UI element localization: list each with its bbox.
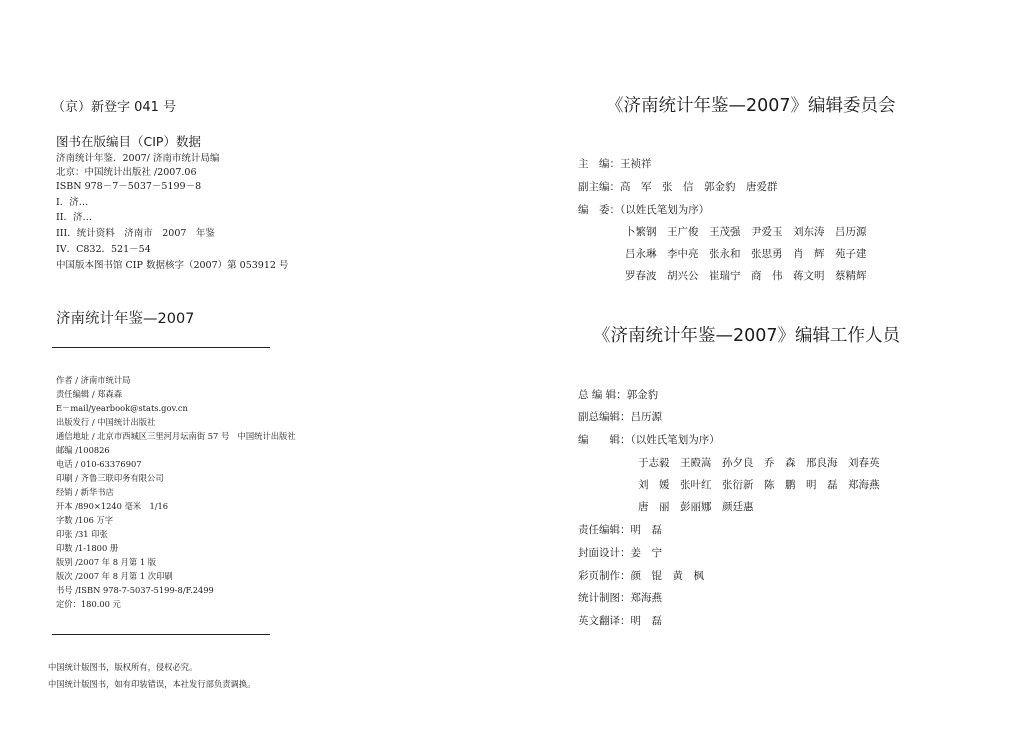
person-names: 高 军 张 信 郭金豹 唐爱群 [620, 181, 778, 193]
role-label: 主 编： [578, 158, 620, 170]
printing-error-notice: 中国统计版图书，如有印装错误，本社发行部负责调换。 [48, 679, 256, 689]
ordering-note: （以姓氏笔划为序） [630, 434, 720, 446]
person-name: 王祯祥 [620, 158, 652, 170]
role-label: 总 编 辑： [578, 389, 627, 401]
publication-info-line: 电话 / 010-63376907 [56, 459, 142, 469]
cip-line: III．统计资料 济南市 2007 年鉴 [56, 228, 215, 239]
person-names: 颜 锟 黄 枫 [630, 570, 704, 582]
person-name: 郭金豹 [626, 389, 659, 401]
role-label: 彩页制作： [578, 570, 631, 582]
book-title: 济南统计年鉴—2007 [56, 311, 195, 327]
cip-line: 济南统计年鉴．2007/ 济南市统计局编 [56, 153, 220, 164]
publication-info-line: 印数 /1-1800 册 [56, 543, 119, 553]
responsible-editor-row [578, 522, 662, 537]
cip-line: 北京：中国统计出版社 /2007.06 [56, 167, 197, 178]
cip-line: ISBN 978－7－5037－5199－8 [56, 181, 202, 192]
publication-info-line: E－mail/yearbook@stats.gov.cn [56, 403, 188, 413]
role-label: 编 委： [578, 204, 620, 216]
publication-info-line: 版别 /2007 年 8 月第 1 版 [56, 557, 157, 567]
person-name: 吕历源 [630, 411, 662, 423]
publication-info-line: 责任编辑 / 郑森森 [56, 389, 123, 399]
price-line: 定价：180.00 元 [56, 599, 121, 609]
deputy-editor-in-chief-row [578, 409, 662, 424]
member-names-row: 卜繁钢 王广俊 王茂强 尹爱玉 刘东涛 吕历源 [625, 226, 867, 238]
committee-heading: 《济南统计年鉴—2007》编辑委员会 [606, 96, 896, 116]
editor-in-chief-row [578, 387, 658, 402]
editor-names-row: 于志毅 王殿嵩 孙夕良 乔 森 邢良海 刘春英 [638, 457, 880, 469]
staff-heading: 《济南统计年鉴—2007》编辑工作人员 [593, 326, 901, 346]
divider-rule [52, 347, 270, 348]
chief-editor-row [578, 156, 652, 171]
committee-members-row [578, 202, 709, 217]
publication-info-line: 通信地址 / 北京市西城区三里河月坛南街 57 号 中国统计出版社 [56, 431, 296, 441]
publication-info-line: 印刷 / 齐鲁三联印务有限公司 [56, 473, 164, 483]
publication-info-line: 作者 / 济南市统计局 [56, 375, 131, 385]
cip-line: 中国版本图书馆 CIP 数据核字（2007）第 053912 号 [56, 260, 289, 271]
role-label: 副总编辑： [578, 411, 631, 423]
role-label: 责任编辑： [578, 524, 631, 536]
chart-making-row [578, 590, 662, 605]
publication-info-line: 邮编 /100826 [56, 445, 110, 455]
role-label: 编 辑： [578, 434, 631, 446]
role-label: 封面设计： [578, 547, 631, 559]
publication-info-line: 印张 /31 印张 [56, 529, 108, 539]
deputy-editor-row [578, 179, 778, 194]
publication-info-line: 版次 /2007 年 8 月第 1 次印刷 [56, 571, 173, 581]
person-name: 郑海燕 [630, 592, 662, 604]
publication-info-line: 字数 /106 万字 [56, 515, 114, 525]
role-label: 副主编： [578, 181, 620, 193]
editors-row [578, 432, 720, 447]
cip-line: IV．C832．521－54 [56, 244, 151, 255]
role-label: 英文翻译： [578, 615, 631, 627]
color-pages-row [578, 568, 704, 583]
cip-title: 图书在版编目（CIP）数据 [56, 134, 201, 149]
member-names-row: 罗春波 胡兴公 崔瑞宁 商 伟 蒋文明 蔡精辉 [625, 270, 867, 282]
person-name: 明 磊 [630, 524, 662, 536]
cip-line: II．济… [56, 212, 93, 223]
cover-design-row [578, 545, 662, 560]
person-name: 明 磊 [630, 615, 662, 627]
role-label: 统计制图： [578, 592, 631, 604]
registration-number: （京）新登字 041 号 [52, 100, 177, 115]
member-names-row: 吕永琳 李中亮 张永和 张思勇 肖 辉 苑子建 [625, 248, 867, 260]
ordering-note: （以姓氏笔划为序） [620, 204, 710, 216]
publication-info-line: 开本 /890×1240 毫米 1/16 [56, 501, 169, 511]
divider-rule [52, 634, 270, 635]
publication-info-line: 出版发行 / 中国统计出版社 [56, 417, 156, 427]
publication-info-line: 书号 /ISBN 978-7-5037-5199-8/F.2499 [56, 585, 214, 595]
cip-line: I．济… [56, 197, 89, 208]
copyright-notice: 中国统计版图书，版权所有，侵权必究。 [48, 662, 198, 672]
editor-names-row: 刘 媛 张叶红 张衍新 陈 鹏 明 磊 郑海燕 [638, 479, 880, 491]
person-name: 姜 宁 [630, 547, 662, 559]
publication-info-line: 经销 / 新华书店 [56, 487, 114, 497]
english-translation-row [578, 613, 662, 628]
editor-names-row: 唐 丽 彭丽娜 颜廷惠 [638, 501, 754, 513]
